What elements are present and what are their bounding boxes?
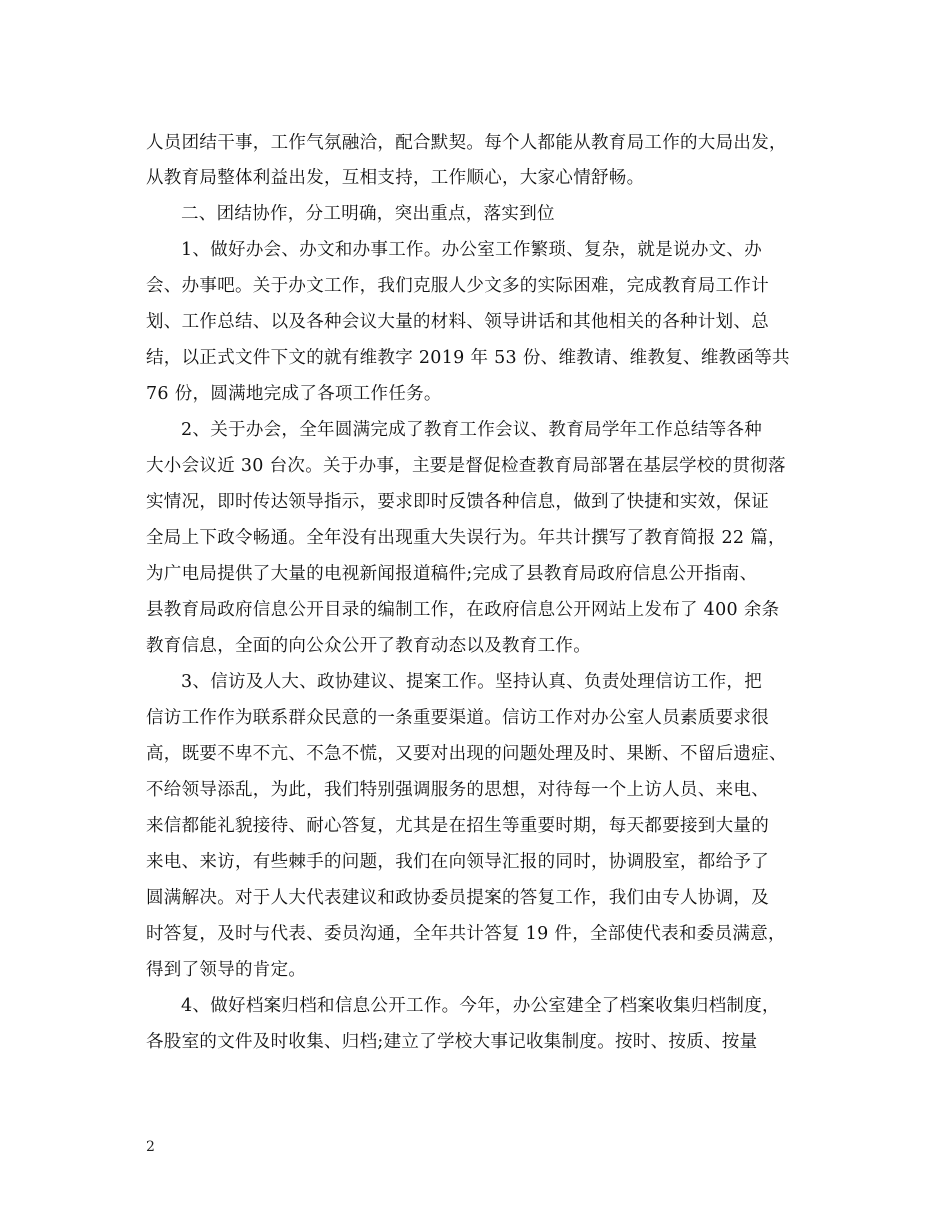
- text-line: 来电、来访，有些棘手的问题，我们在向领导汇报的同时，协调股室，都给予了: [146, 852, 769, 872]
- text-line: 76 份，圆满地完成了各项工作任务。: [146, 384, 442, 404]
- text-line: 全局上下政令畅通。全年没有出现重大失误行为。年共计撰写了教育简报 22 篇，: [146, 528, 786, 548]
- text-line: 结，以正式文件下文的就有维教字 2019 年 53 份、维教请、维教复、维教函等共: [146, 348, 790, 368]
- text-line: 圆满解决。对于人大代表建议和政协委员提案的答复工作，我们由专人协调，及: [146, 888, 769, 908]
- text-line: 不给领导添乱，为此，我们特别强调服务的思想，对待每一个上访人员、来电、: [146, 780, 769, 800]
- text-line: 4、做好档案归档和信息公开工作。今年，办公室建全了档案收集归档制度，: [181, 996, 780, 1016]
- text-line: 大小会议近 30 台次。关于办事，主要是督促检查教育局部署在基层学校的贯彻落: [146, 456, 786, 476]
- text-line: 各股室的文件及时收集、归档;建立了学校大事记收集制度。按时、按质、按量: [146, 1032, 758, 1052]
- page-number: 2: [146, 1139, 155, 1155]
- text-line: 高，既要不卑不亢、不急不慌，又要对出现的问题处理及时、果断、不留后遗症、: [146, 744, 787, 764]
- text-line: 时答复，及时与代表、委员沟通，全年共计答复 19 件，全部使代表和委员满意，: [146, 924, 786, 944]
- text-line: 县教育局政府信息公开目录的编制工作，在政府信息公开网站上发布了 400 余条: [146, 600, 780, 620]
- section-heading: 二、团结协作，分工明确，突出重点，落实到位: [181, 204, 555, 224]
- text-line: 得到了领导的肯定。: [146, 960, 307, 980]
- text-line: 3、信访及人大、政协建议、提案工作。坚持认真、负责处理信访工作，把: [181, 672, 763, 692]
- text-line: 2、关于办会，全年圆满完成了教育工作会议、教育局学年工作总结等各种: [181, 420, 763, 440]
- text-line: 人员团结干事，工作气氛融洽，配合默契。每个人都能从教育局工作的大局出发，: [146, 133, 787, 153]
- text-line: 会、办事吧。关于办文工作，我们克服人少文多的实际困难，完成教育局工作计: [146, 276, 769, 296]
- text-line: 划、工作总结、以及各种会议大量的材料、领导讲话和其他相关的各种计划、总: [146, 312, 769, 332]
- text-line: 教育信息，全面的向公众公开了教育动态以及教育工作。: [146, 636, 591, 656]
- text-line: 信访工作作为联系群众民意的一条重要渠道。信访工作对办公室人员素质要求很: [146, 708, 769, 728]
- text-line: 1、做好办会、办文和办事工作。办公室工作繁琐、复杂，就是说办文、办: [181, 240, 763, 260]
- text-line: 为广电局提供了大量的电视新闻报道稿件;完成了县教育局政府信息公开指南、: [146, 564, 758, 584]
- text-line: 实情况，即时传达领导指示，要求即时反馈各种信息，做到了快捷和实效，保证: [146, 492, 769, 512]
- text-line: 来信都能礼貌接待、耐心答复，尤其是在招生等重要时期，每天都要接到大量的: [146, 816, 769, 836]
- text-line: 从教育局整体利益出发，互相支持，工作顺心，大家心情舒畅。: [146, 168, 645, 188]
